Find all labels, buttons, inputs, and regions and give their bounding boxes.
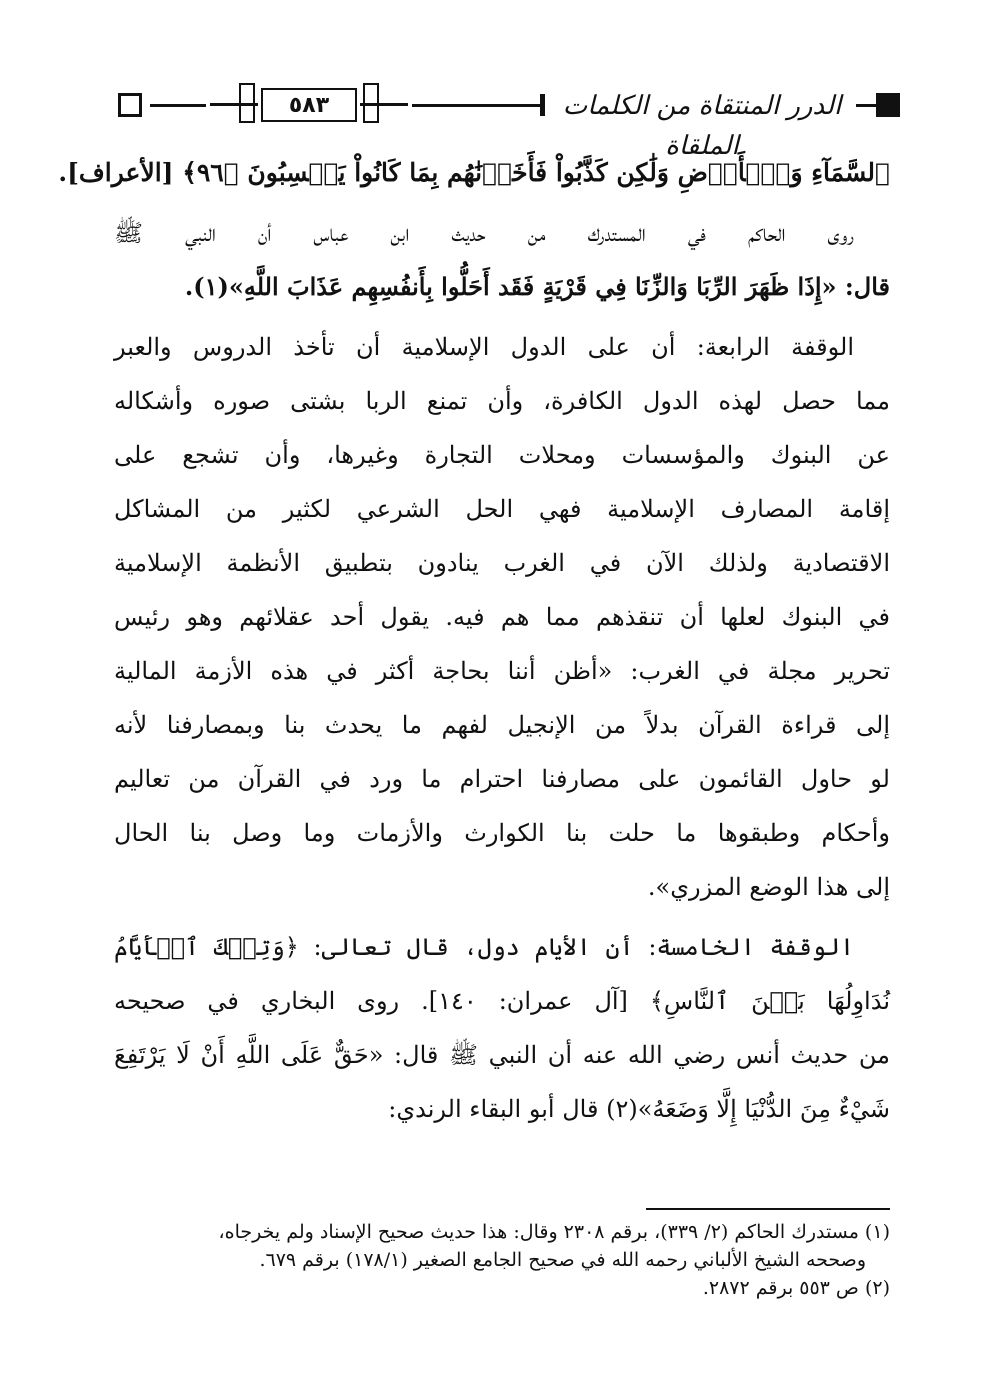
frame-ornament-right [360, 103, 408, 106]
footnote-2: (٢) ص ٥٥٣ برقم ٢٨٧٢. [702, 1277, 890, 1299]
header-rule-left [150, 104, 206, 107]
footnote-separator [646, 1208, 890, 1210]
footnote-1-continued: وصححه الشيخ الألباني رحمه الله في صحيح الجامع الصغير (١٧٨/١) برقم ٦٧٩. [259, 1249, 866, 1271]
paragraph-line: وأحكام وطبقوها ما حلت بنا الكوارث والأزمات وما وصل بنا الحال [114, 819, 890, 847]
quran-verse-line: ٱلسَّمَآءِ وَٱلۡأَرۡضِ وَلَٰكِن كَذَّبُواْ فَأَخَذۡنَٰهُم بِمَا كَانُواْ يَكۡسِبُونَ ﴿٩٦﴾ [الأعراف]. [58, 158, 890, 187]
footnote-1: (١) مستدرك الحاكم (٢/ ٣٣٩)، برقم ٢٣٠٨ وقال: هذا حديث صحيح الإسناد ولم يخرجاه، [218, 1221, 890, 1243]
footnotes [114, 1218, 890, 1302]
paragraph-line: تحرير مجلة في الغرب: «أظن أننا بحاجة أكثر في هذه الأزمة المالية [114, 657, 890, 685]
paragraph-line: إقامة المصارف الإسلامية فهي الحل الشرعي لكثير من المشاكل [114, 495, 890, 523]
paragraph-line: عن البنوك والمؤسسات ومحلات التجارة وغيرها، وأن تشجع على [114, 441, 890, 469]
paragraph-line: إلى هذا الوضع المزري». [647, 873, 890, 901]
page-header [112, 86, 892, 161]
paragraph-line: في البنوك لعلها أن تنقذهم مما هم فيه. يقول أحد عقلائهم وهو رئيس [114, 603, 890, 631]
paragraph-line: من حديث أنس رضي الله عنه أن النبي ﷺ قال: «حَقٌّ عَلَى اللَّهِ أَنْ لَا يَرْتَفِعَ [114, 1041, 890, 1069]
paragraph-line: الاقتصادية ولذلك الآن في الغرب ينادون بتطبيق الأنظمة الإسلامية [114, 549, 890, 577]
paragraph-line: روى الحاكم في المستدرك من حديث ابن عباس أن النبي ﷺ [114, 219, 854, 247]
paragraph-line: لو حاول القائمون على مصارفنا احترام ما ورد في القرآن من تعاليم [114, 765, 890, 793]
header-rule-middle [412, 104, 540, 107]
paragraph-line: مما حصل لهذه الدول الكافرة، وأن تمنع الربا بشتى صوره وأشكاله [114, 387, 890, 415]
header-square-solid-ornament [876, 93, 900, 117]
body-text [58, 146, 890, 1136]
section-heading-line: الوقفة الرابعة: أن على الدول الإسلامية أن تأخذ الدروس والعبر [114, 333, 854, 361]
header-rule-right [856, 104, 876, 107]
header-bar-ornament [540, 94, 545, 116]
paragraph-line: نُدَاوِلُهَا بَيۡنَ ٱلنَّاسِ﴾ [آل عمران: ١٤٠]. روى البخاري في صحيحه [114, 987, 890, 1015]
section-heading-line: الوقفة الخامسة: أن الأيام دول، قال تعالى: ﴿وَتِلۡكَ ٱلۡأَيَّامُ [114, 933, 854, 961]
book-title: الدرر المنتقاة من الكلمات الملقاة [562, 91, 842, 161]
header-square-outline-ornament [118, 93, 142, 117]
page-number-frame [206, 86, 412, 124]
page-number: ٥٨٣ [261, 88, 357, 122]
hadith-line: قال: «إِذَا ظَهَرَ الرِّبَا وَالزِّنَا فِي قَرْيَةٍ فَقَد أَحَلُّوا بِأَنفُسِهِم عَذَابَ اللَّهِ»(١). [184, 272, 890, 301]
paragraph-line: شَيْءٌ مِنَ الدُّنْيَا إِلَّا وَضَعَهُ»(٢) قال أبو البقاء الرندي: [388, 1095, 890, 1123]
paragraph-line: إلى قراءة القرآن بدلاً من الإنجيل لفهم ما يحدث بنا وبمصارفنا لأنه [114, 711, 890, 739]
